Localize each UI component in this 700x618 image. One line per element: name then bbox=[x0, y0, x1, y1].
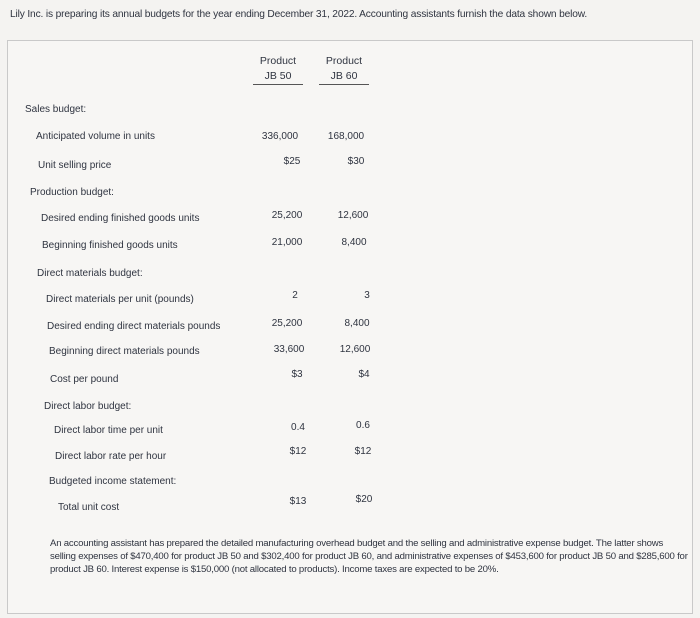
row-label-beginning-fg: Beginning finished goods units bbox=[42, 240, 178, 251]
value-jb60-beginning-dm: 12,600 bbox=[339, 344, 371, 355]
value-jb60-desired-ending-dm: 8,400 bbox=[344, 318, 370, 329]
column-header-jb50-line1: Product bbox=[259, 55, 297, 67]
section-direct-labor-budget: Direct labor budget: bbox=[44, 401, 132, 412]
value-jb50-total-unit-cost: $13 bbox=[289, 496, 307, 507]
section-sales-budget: Sales budget: bbox=[25, 104, 87, 115]
value-jb50-dl-time-per-unit: 0.4 bbox=[291, 422, 305, 433]
row-label-dm-per-unit: Direct materials per unit (pounds) bbox=[46, 294, 194, 305]
value-jb60-dl-time-per-unit: 0.6 bbox=[356, 420, 370, 431]
value-jb50-cost-per-pound: $3 bbox=[291, 369, 303, 380]
section-direct-materials-budget: Direct materials budget: bbox=[37, 268, 143, 279]
row-label-desired-ending-fg: Desired ending finished goods units bbox=[41, 213, 200, 224]
column-header-jb60 bbox=[309, 54, 379, 85]
column-header-jb50 bbox=[243, 54, 313, 85]
value-jb60-anticipated-volume: 168,000 bbox=[327, 131, 365, 142]
row-label-unit-selling-price: Unit selling price bbox=[38, 160, 112, 171]
value-jb50-anticipated-volume: 336,000 bbox=[261, 131, 299, 142]
row-label-beginning-dm: Beginning direct materials pounds bbox=[49, 346, 200, 357]
column-header-jb50-line2: JB 50 bbox=[253, 69, 303, 85]
row-label-total-unit-cost: Total unit cost bbox=[58, 502, 120, 513]
value-jb60-cost-per-pound: $4 bbox=[358, 369, 370, 380]
value-jb50-dl-rate-per-hour: $12 bbox=[289, 446, 307, 457]
value-jb50-desired-ending-dm: 25,200 bbox=[271, 318, 303, 329]
value-jb60-beginning-fg: 8,400 bbox=[341, 237, 367, 248]
value-jb60-desired-ending-fg: 12,600 bbox=[337, 210, 369, 221]
row-label-anticipated-volume: Anticipated volume in units bbox=[36, 131, 155, 142]
row-label-dl-rate-per-hour: Direct labor rate per hour bbox=[55, 451, 167, 462]
note-paragraph: An accounting assistant has prepared the detailed manufacturing overhead budget and the selling and administrative expense budget. The latter shows selling expenses of $470,400 for product JB 50 and $302,400 for product JB 60, and administrative expenses of $453,600 for product JB 50 and $285,600 for product JB 60. Interest expense is $150,000 (not allocated to products). Income taxes are expected to be 20%. bbox=[50, 538, 688, 575]
column-header-jb60-line1: Product bbox=[325, 55, 363, 67]
value-jb50-unit-selling-price: $25 bbox=[283, 156, 301, 167]
section-budgeted-income-statement: Budgeted income statement: bbox=[49, 476, 177, 487]
row-label-dl-time-per-unit: Direct labor time per unit bbox=[54, 425, 163, 436]
value-jb60-dm-per-unit: 3 bbox=[364, 290, 370, 301]
value-jb50-desired-ending-fg: 25,200 bbox=[271, 210, 303, 221]
value-jb50-beginning-fg: 21,000 bbox=[271, 237, 303, 248]
section-production-budget: Production budget: bbox=[30, 187, 114, 198]
column-header-jb60-line2: JB 60 bbox=[319, 69, 369, 85]
value-jb50-dm-per-unit: 2 bbox=[292, 290, 298, 301]
intro-text: Lily Inc. is preparing its annual budgets for the year ending December 31, 2022. Accounting assistants furnish the data shown below. bbox=[10, 9, 588, 20]
value-jb50-beginning-dm: 33,600 bbox=[273, 344, 305, 355]
row-label-desired-ending-dm: Desired ending direct materials pounds bbox=[47, 321, 221, 332]
row-label-cost-per-pound: Cost per pound bbox=[50, 374, 119, 385]
value-jb60-unit-selling-price: $30 bbox=[347, 156, 365, 167]
value-jb60-dl-rate-per-hour: $12 bbox=[354, 446, 372, 457]
value-jb60-total-unit-cost: $20 bbox=[355, 494, 373, 505]
